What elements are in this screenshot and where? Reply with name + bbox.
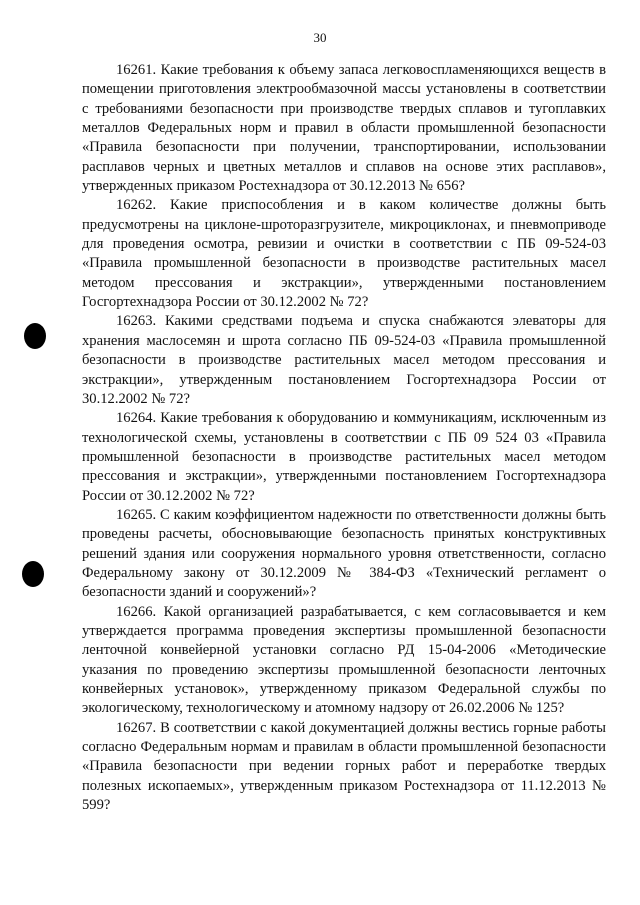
- question-16266: 16266. Какой организацией разрабатывается, с кем согласовывается и кем утверждается программа проведения экспертизы промышленной безопасности ленточной конвейерной установки согласно РД 15-04-2006 «Методические указания по проведению экспертизы промышленной безопасности ленточных конвейерных установок», утвержденному приказом Федеральной службы по экологическому, технологическому и атомному надзору от 26.02.2006 № 125?: [82, 603, 606, 717]
- question-16264: 16264. Какие требования к оборудованию и коммуникациям, исключенным из технологической схемы, установлены в соответствии с ПБ 09 524 03 «Правила промышленной безопасности в производстве растительных масел методом прессования и экстракции», утвержденными постановлением Госгортехнадзора России от 30.12.2002 № 72?: [82, 410, 606, 504]
- page-number: 30: [313, 30, 327, 45]
- question-16262: 16262. Какие приспособления и в каком количестве должны быть предусмотрены на циклоне-шроторазгрузителе, микроциклонах, и пневмоприводе для проведения осмотра, ревизии и очистки в соответствии с ПБ 09-524-03 «Правила промышленной безопасности в производстве растительных масел методом прессования и экстракции», утвержденными постановлением Госгортехнадзора России от 30.12.2002 № 72?: [82, 197, 606, 311]
- question-16261: 16261. Какие требования к объему запаса легковоспламеняющихся веществ в помещении приготовления электрообмазочной массы установлены в соответствии с требованиями безопасности при производстве твердых сплавов и тугоплавких металлов Федеральных норм и правил в области промышленной безопасности «Правила безопасности при получении, транспортировании, использовании расплавов черных и цветных металлов и сплавов на основе этих расплавов», утвержденных приказом Ростехнадзора от 30.12.2013 № 656?: [82, 62, 606, 195]
- punch-hole-mark: [22, 561, 44, 587]
- question-list: [82, 61, 606, 815]
- question-16263: 16263. Какими средствами подъема и спуска снабжаются элеваторы для хранения маслосемян и шрота согласно ПБ 09-524-03 «Правила промышленной безопасности в производстве растительных масел методом прессования и экстракции», утвержденным постановлением Госгортехнадзора России от 30.12.2002 № 72?: [82, 313, 606, 407]
- question-16265: 16265. С каким коэффициентом надежности по ответственности должны быть проведены расчеты, обосновывающие безопасность принятых конструктивных решений здания или сооружения нормального уровня ответственности, согласно Федеральному закону от 30.12.2009 № 384-ФЗ «Технический регламент о безопасности зданий и сооружений»?: [82, 506, 606, 601]
- punch-hole-mark: [24, 323, 46, 349]
- question-16267: 16267. В соответствии с какой документацией должны вестись горные работы согласно Федеральным нормам и правилам в области промышленной безопасности «Правила безопасности при ведении горных работ и переработке твердых полезных ископаемых», утвержденным приказом Ростехнадзора от 11.12.2013 № 599?: [82, 719, 606, 814]
